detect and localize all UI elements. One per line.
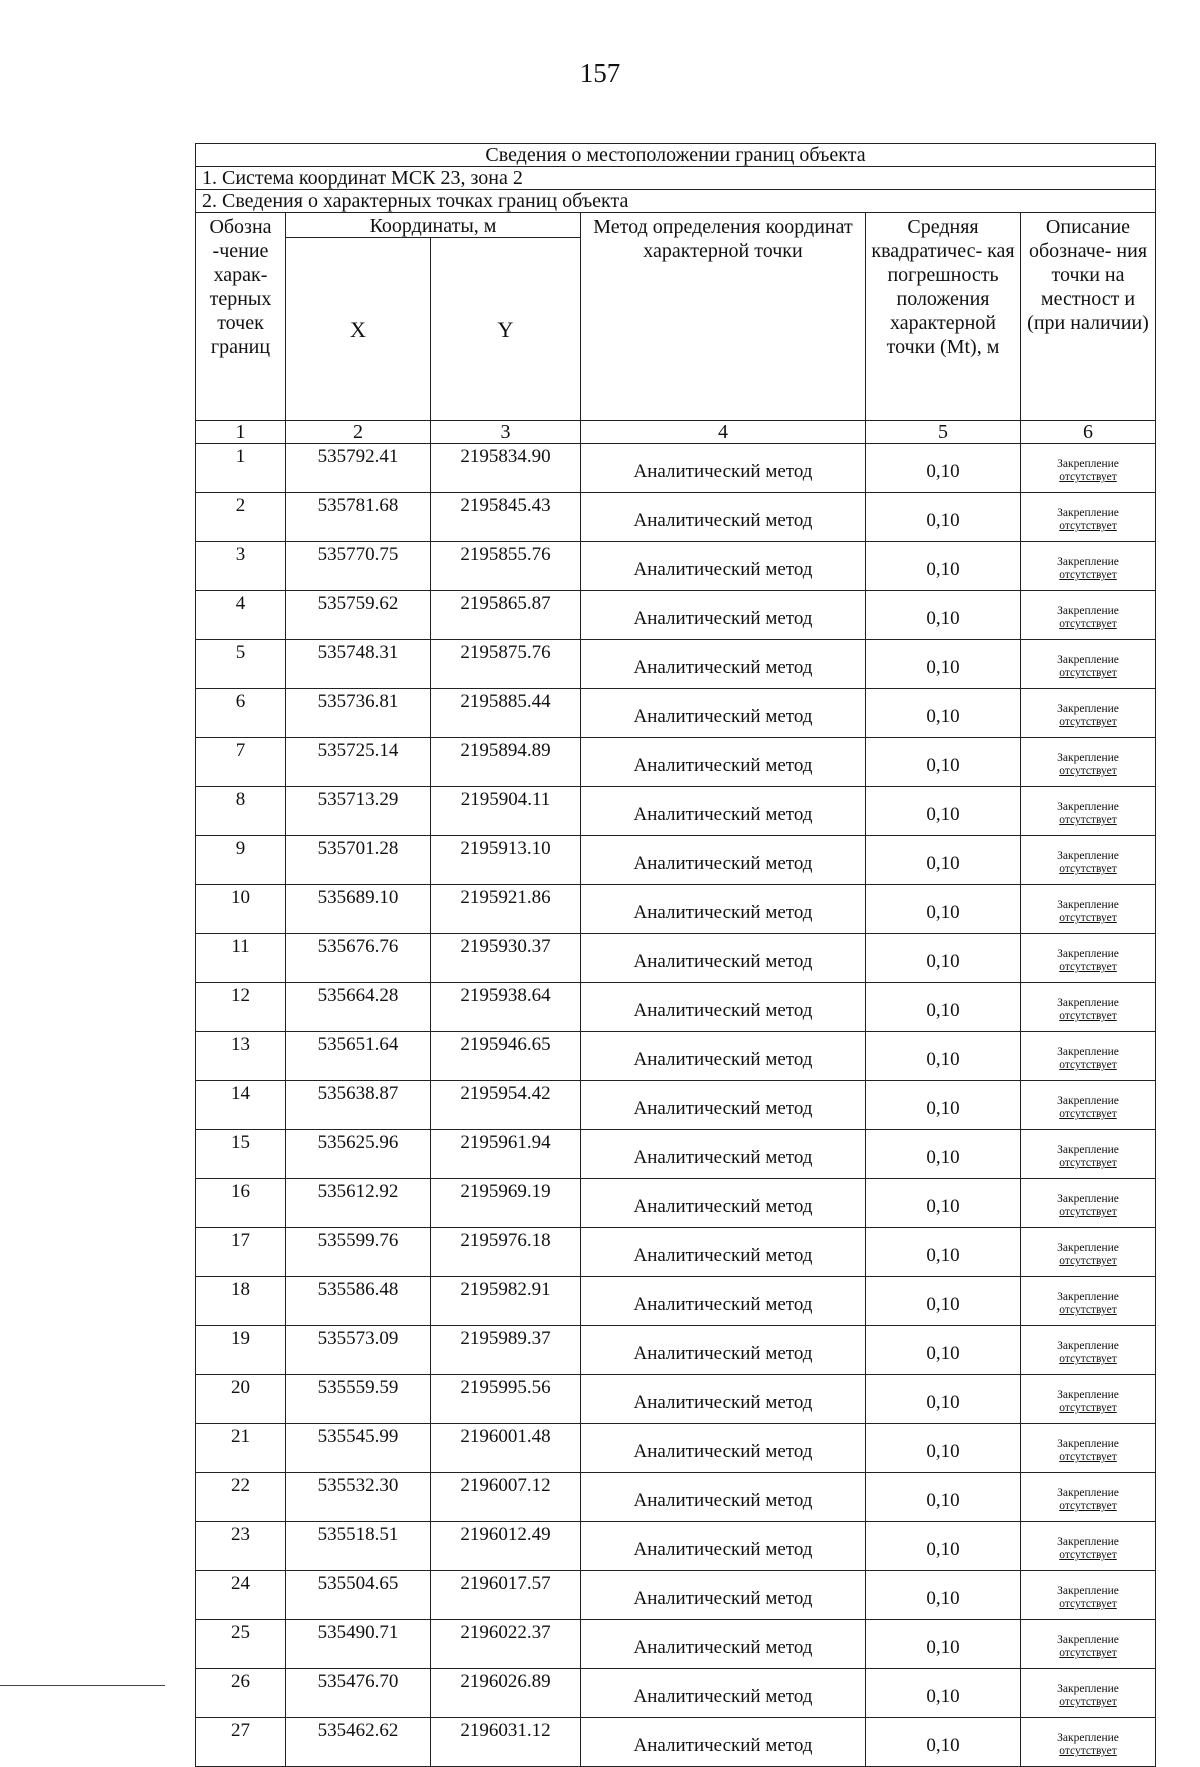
- x-coordinate-cell: 535725.14: [286, 738, 431, 787]
- description-line-1: Закрепление: [1057, 899, 1119, 911]
- x-coordinate-cell: 535462.62: [286, 1718, 431, 1767]
- description-line-2: отсутствует: [1059, 667, 1117, 679]
- description-cell: [1021, 738, 1156, 787]
- x-coordinate-cell: 535713.29: [286, 787, 431, 836]
- column-number: 6: [1021, 421, 1156, 444]
- table-row: [196, 1032, 1156, 1081]
- x-coordinate-cell: 535792.41: [286, 444, 431, 493]
- column-number: 4: [581, 421, 866, 444]
- table-row: [196, 983, 1156, 1032]
- point-id-cell: 25: [196, 1620, 286, 1669]
- method-cell: Аналитический метод: [581, 1718, 866, 1767]
- y-coordinate-cell: 2195995.56: [431, 1375, 581, 1424]
- x-coordinate-cell: 535701.28: [286, 836, 431, 885]
- point-id-cell: 11: [196, 934, 286, 983]
- point-id-cell: 15: [196, 1130, 286, 1179]
- point-id-cell: 26: [196, 1669, 286, 1718]
- table-row: [196, 934, 1156, 983]
- description-line-1: Закрепление: [1057, 752, 1119, 764]
- description-cell: [1021, 1473, 1156, 1522]
- method-cell: Аналитический метод: [581, 1620, 866, 1669]
- header-y: Y: [431, 238, 581, 421]
- y-coordinate-cell: 2195946.65: [431, 1032, 581, 1081]
- point-id-cell: 3: [196, 542, 286, 591]
- description-line-2: отсутствует: [1059, 569, 1117, 581]
- point-id-cell: 20: [196, 1375, 286, 1424]
- table-row: [196, 738, 1156, 787]
- description-line-2: отсутствует: [1059, 912, 1117, 924]
- y-coordinate-cell: 2195904.11: [431, 787, 581, 836]
- y-coordinate-cell: 2195976.18: [431, 1228, 581, 1277]
- description-line-2: отсутствует: [1059, 863, 1117, 875]
- point-id-cell: 23: [196, 1522, 286, 1571]
- description-line-2: отсутствует: [1059, 814, 1117, 826]
- description-cell: [1021, 542, 1156, 591]
- table-row: [196, 1277, 1156, 1326]
- y-coordinate-cell: 2195938.64: [431, 983, 581, 1032]
- description-line-1: Закрепление: [1057, 1634, 1119, 1646]
- accuracy-cell: 0,10: [866, 1179, 1021, 1228]
- y-coordinate-cell: 2195921.86: [431, 885, 581, 934]
- table-row: [196, 1375, 1156, 1424]
- method-cell: Аналитический метод: [581, 1130, 866, 1179]
- y-coordinate-cell: 2196012.49: [431, 1522, 581, 1571]
- y-coordinate-cell: 2195894.89: [431, 738, 581, 787]
- points-info-line: 2. Сведения о характерных точках границ объекта: [196, 190, 1156, 213]
- x-coordinate-cell: 535748.31: [286, 640, 431, 689]
- description-line-1: Закрепление: [1057, 654, 1119, 666]
- page-number: 157: [579, 58, 621, 88]
- boundary-points-table-container: [195, 143, 1155, 1767]
- description-line-1: Закрепление: [1057, 1536, 1119, 1548]
- description-cell: [1021, 1130, 1156, 1179]
- table-row: [196, 787, 1156, 836]
- table-row: [196, 1571, 1156, 1620]
- accuracy-cell: 0,10: [866, 836, 1021, 885]
- table-row: [196, 1522, 1156, 1571]
- y-coordinate-cell: 2195961.94: [431, 1130, 581, 1179]
- point-id-cell: 13: [196, 1032, 286, 1081]
- accuracy-cell: 0,10: [866, 983, 1021, 1032]
- y-coordinate-cell: 2196026.89: [431, 1669, 581, 1718]
- x-coordinate-cell: 535476.70: [286, 1669, 431, 1718]
- point-id-cell: 14: [196, 1081, 286, 1130]
- description-cell: [1021, 1326, 1156, 1375]
- accuracy-cell: 0,10: [866, 1277, 1021, 1326]
- description-line-2: отсутствует: [1059, 471, 1117, 483]
- x-coordinate-cell: 535736.81: [286, 689, 431, 738]
- table-title: Сведения о местоположении границ объекта: [196, 144, 1156, 167]
- y-coordinate-cell: 2195885.44: [431, 689, 581, 738]
- description-line-1: Закрепление: [1057, 1291, 1119, 1303]
- description-line-2: отсутствует: [1059, 1206, 1117, 1218]
- x-coordinate-cell: 535545.99: [286, 1424, 431, 1473]
- accuracy-cell: 0,10: [866, 1718, 1021, 1767]
- header-description: Описание обозначе- ния точки на местност и (при наличии): [1021, 213, 1156, 421]
- point-id-cell: 6: [196, 689, 286, 738]
- description-line-1: Закрепление: [1057, 703, 1119, 715]
- point-id-cell: 17: [196, 1228, 286, 1277]
- x-coordinate-cell: 535586.48: [286, 1277, 431, 1326]
- table-row: [196, 689, 1156, 738]
- description-cell: [1021, 1620, 1156, 1669]
- point-id-cell: 18: [196, 1277, 286, 1326]
- table-row: [196, 1424, 1156, 1473]
- method-cell: Аналитический метод: [581, 836, 866, 885]
- description-line-1: Закрепление: [1057, 997, 1119, 1009]
- accuracy-cell: 0,10: [866, 1620, 1021, 1669]
- accuracy-cell: 0,10: [866, 1571, 1021, 1620]
- method-cell: Аналитический метод: [581, 542, 866, 591]
- x-coordinate-cell: 535490.71: [286, 1620, 431, 1669]
- method-cell: Аналитический метод: [581, 1669, 866, 1718]
- method-cell: Аналитический метод: [581, 1179, 866, 1228]
- column-numbers-row: [196, 421, 1156, 444]
- y-coordinate-cell: 2196022.37: [431, 1620, 581, 1669]
- accuracy-cell: 0,10: [866, 885, 1021, 934]
- method-cell: Аналитический метод: [581, 738, 866, 787]
- boundary-points-table: [195, 143, 1156, 1767]
- description-line-1: Закрепление: [1057, 1732, 1119, 1744]
- accuracy-cell: 0,10: [866, 1228, 1021, 1277]
- description-line-2: отсутствует: [1059, 1402, 1117, 1414]
- description-line-1: Закрепление: [1057, 1046, 1119, 1058]
- method-cell: Аналитический метод: [581, 934, 866, 983]
- x-coordinate-cell: 535676.76: [286, 934, 431, 983]
- header-accuracy: Средняя квадратичес- кая погрешность положения характерной точки (Mt), м: [866, 213, 1021, 421]
- x-coordinate-cell: 535770.75: [286, 542, 431, 591]
- y-coordinate-cell: 2196017.57: [431, 1571, 581, 1620]
- description-cell: [1021, 787, 1156, 836]
- description-cell: [1021, 1228, 1156, 1277]
- bottom-scan-line: [0, 1685, 165, 1686]
- description-line-2: отсутствует: [1059, 1500, 1117, 1512]
- column-number: 3: [431, 421, 581, 444]
- method-cell: Аналитический метод: [581, 1522, 866, 1571]
- point-id-cell: 2: [196, 493, 286, 542]
- header-designation: Обозна -чение харак- терных точек границ: [196, 213, 286, 421]
- description-line-1: Закрепление: [1057, 605, 1119, 617]
- point-id-cell: 12: [196, 983, 286, 1032]
- method-cell: Аналитический метод: [581, 493, 866, 542]
- accuracy-cell: 0,10: [866, 1375, 1021, 1424]
- description-cell: [1021, 1424, 1156, 1473]
- description-cell: [1021, 1571, 1156, 1620]
- column-number: 1: [196, 421, 286, 444]
- point-id-cell: 21: [196, 1424, 286, 1473]
- point-id-cell: 24: [196, 1571, 286, 1620]
- x-coordinate-cell: 535625.96: [286, 1130, 431, 1179]
- description-line-1: Закрепление: [1057, 1585, 1119, 1597]
- description-line-1: Закрепление: [1057, 801, 1119, 813]
- description-cell: [1021, 1179, 1156, 1228]
- method-cell: Аналитический метод: [581, 640, 866, 689]
- accuracy-cell: 0,10: [866, 934, 1021, 983]
- point-id-cell: 19: [196, 1326, 286, 1375]
- description-cell: [1021, 1718, 1156, 1767]
- y-coordinate-cell: 2195845.43: [431, 493, 581, 542]
- y-coordinate-cell: 2196031.12: [431, 1718, 581, 1767]
- description-cell: [1021, 493, 1156, 542]
- method-cell: Аналитический метод: [581, 983, 866, 1032]
- description-cell: [1021, 1375, 1156, 1424]
- description-line-2: отсутствует: [1059, 1059, 1117, 1071]
- accuracy-cell: 0,10: [866, 738, 1021, 787]
- x-coordinate-cell: 535612.92: [286, 1179, 431, 1228]
- accuracy-cell: 0,10: [866, 444, 1021, 493]
- point-id-cell: 9: [196, 836, 286, 885]
- description-line-1: Закрепление: [1057, 1438, 1119, 1450]
- description-line-2: отсутствует: [1059, 1647, 1117, 1659]
- description-line-2: отсутствует: [1059, 1255, 1117, 1267]
- y-coordinate-cell: 2195875.76: [431, 640, 581, 689]
- coordinate-system-line: 1. Система координат МСК 23, зона 2: [196, 167, 1156, 190]
- description-line-2: отсутствует: [1059, 1010, 1117, 1022]
- x-coordinate-cell: 535781.68: [286, 493, 431, 542]
- method-cell: Аналитический метод: [581, 591, 866, 640]
- description-cell: [1021, 444, 1156, 493]
- method-cell: Аналитический метод: [581, 1424, 866, 1473]
- description-line-2: отсутствует: [1059, 1696, 1117, 1708]
- header-coordinates: Координаты, м: [286, 213, 581, 238]
- table-row: [196, 1620, 1156, 1669]
- description-line-1: Закрепление: [1057, 556, 1119, 568]
- point-id-cell: 10: [196, 885, 286, 934]
- header-method: Метод определения координат характерной точки: [581, 213, 866, 421]
- accuracy-cell: 0,10: [866, 1326, 1021, 1375]
- x-coordinate-cell: 535573.09: [286, 1326, 431, 1375]
- table-row: [196, 1326, 1156, 1375]
- description-cell: [1021, 689, 1156, 738]
- description-cell: [1021, 1669, 1156, 1718]
- point-id-cell: 22: [196, 1473, 286, 1522]
- description-line-1: Закрепление: [1057, 850, 1119, 862]
- header-x: X: [286, 238, 431, 421]
- method-cell: Аналитический метод: [581, 689, 866, 738]
- description-cell: [1021, 591, 1156, 640]
- table-row: [196, 493, 1156, 542]
- description-line-2: отсутствует: [1059, 520, 1117, 532]
- table-row: [196, 1669, 1156, 1718]
- y-coordinate-cell: 2196007.12: [431, 1473, 581, 1522]
- table-row: [196, 1081, 1156, 1130]
- description-cell: [1021, 836, 1156, 885]
- point-id-cell: 4: [196, 591, 286, 640]
- description-cell: [1021, 1032, 1156, 1081]
- accuracy-cell: 0,10: [866, 591, 1021, 640]
- point-id-cell: 7: [196, 738, 286, 787]
- method-cell: Аналитический метод: [581, 1375, 866, 1424]
- x-coordinate-cell: 535638.87: [286, 1081, 431, 1130]
- description-line-1: Закрепление: [1057, 507, 1119, 519]
- point-id-cell: 1: [196, 444, 286, 493]
- point-id-cell: 16: [196, 1179, 286, 1228]
- x-coordinate-cell: 535559.59: [286, 1375, 431, 1424]
- method-cell: Аналитический метод: [581, 1081, 866, 1130]
- point-id-cell: 8: [196, 787, 286, 836]
- accuracy-cell: 0,10: [866, 542, 1021, 591]
- x-coordinate-cell: 535532.30: [286, 1473, 431, 1522]
- method-cell: Аналитический метод: [581, 1571, 866, 1620]
- column-number: 2: [286, 421, 431, 444]
- description-line-2: отсутствует: [1059, 618, 1117, 630]
- accuracy-cell: 0,10: [866, 640, 1021, 689]
- accuracy-cell: 0,10: [866, 1473, 1021, 1522]
- method-cell: Аналитический метод: [581, 1473, 866, 1522]
- x-coordinate-cell: 535759.62: [286, 591, 431, 640]
- description-cell: [1021, 1081, 1156, 1130]
- accuracy-cell: 0,10: [866, 1669, 1021, 1718]
- x-coordinate-cell: 535518.51: [286, 1522, 431, 1571]
- method-cell: Аналитический метод: [581, 444, 866, 493]
- description-line-1: Закрепление: [1057, 1389, 1119, 1401]
- table-row: [196, 1473, 1156, 1522]
- x-coordinate-cell: 535689.10: [286, 885, 431, 934]
- description-line-2: отсутствует: [1059, 961, 1117, 973]
- description-line-1: Закрепление: [1057, 1193, 1119, 1205]
- description-cell: [1021, 885, 1156, 934]
- method-cell: Аналитический метод: [581, 1228, 866, 1277]
- accuracy-cell: 0,10: [866, 1130, 1021, 1179]
- description-line-1: Закрепление: [1057, 1144, 1119, 1156]
- description-line-1: Закрепление: [1057, 1095, 1119, 1107]
- accuracy-cell: 0,10: [866, 1032, 1021, 1081]
- column-number: 5: [866, 421, 1021, 444]
- description-line-1: Закрепление: [1057, 1340, 1119, 1352]
- table-row: [196, 542, 1156, 591]
- description-cell: [1021, 640, 1156, 689]
- table-row: [196, 1130, 1156, 1179]
- method-cell: Аналитический метод: [581, 1277, 866, 1326]
- table-row: [196, 1228, 1156, 1277]
- description-line-2: отсутствует: [1059, 1598, 1117, 1610]
- table-row: [196, 1179, 1156, 1228]
- description-cell: [1021, 1522, 1156, 1571]
- description-line-1: Закрепление: [1057, 458, 1119, 470]
- table-row: [196, 836, 1156, 885]
- x-coordinate-cell: 535664.28: [286, 983, 431, 1032]
- point-id-cell: 27: [196, 1718, 286, 1767]
- point-id-cell: 5: [196, 640, 286, 689]
- method-cell: Аналитический метод: [581, 1032, 866, 1081]
- description-line-2: отсутствует: [1059, 1745, 1117, 1757]
- y-coordinate-cell: 2196001.48: [431, 1424, 581, 1473]
- method-cell: Аналитический метод: [581, 787, 866, 836]
- x-coordinate-cell: 535599.76: [286, 1228, 431, 1277]
- description-line-2: отсутствует: [1059, 765, 1117, 777]
- table-row: [196, 640, 1156, 689]
- table-row: [196, 444, 1156, 493]
- description-cell: [1021, 1277, 1156, 1326]
- accuracy-cell: 0,10: [866, 1424, 1021, 1473]
- accuracy-cell: 0,10: [866, 787, 1021, 836]
- accuracy-cell: 0,10: [866, 689, 1021, 738]
- description-cell: [1021, 934, 1156, 983]
- method-cell: Аналитический метод: [581, 1326, 866, 1375]
- description-line-1: Закрепление: [1057, 948, 1119, 960]
- description-line-2: отсутствует: [1059, 1451, 1117, 1463]
- description-line-2: отсутствует: [1059, 1353, 1117, 1365]
- y-coordinate-cell: 2195865.87: [431, 591, 581, 640]
- accuracy-cell: 0,10: [866, 493, 1021, 542]
- y-coordinate-cell: 2195913.10: [431, 836, 581, 885]
- description-line-1: Закрепление: [1057, 1683, 1119, 1695]
- description-line-2: отсутствует: [1059, 1157, 1117, 1169]
- accuracy-cell: 0,10: [866, 1081, 1021, 1130]
- table-row: [196, 591, 1156, 640]
- table-row: [196, 1718, 1156, 1767]
- y-coordinate-cell: 2195855.76: [431, 542, 581, 591]
- y-coordinate-cell: 2195989.37: [431, 1326, 581, 1375]
- description-line-2: отсутствует: [1059, 1549, 1117, 1561]
- y-coordinate-cell: 2195930.37: [431, 934, 581, 983]
- y-coordinate-cell: 2195982.91: [431, 1277, 581, 1326]
- y-coordinate-cell: 2195954.42: [431, 1081, 581, 1130]
- y-coordinate-cell: 2195969.19: [431, 1179, 581, 1228]
- y-coordinate-cell: 2195834.90: [431, 444, 581, 493]
- method-cell: Аналитический метод: [581, 885, 866, 934]
- table-row: [196, 885, 1156, 934]
- description-line-2: отсутствует: [1059, 1304, 1117, 1316]
- description-line-2: отсутствует: [1059, 716, 1117, 728]
- description-line-1: Закрепление: [1057, 1242, 1119, 1254]
- accuracy-cell: 0,10: [866, 1522, 1021, 1571]
- description-line-2: отсутствует: [1059, 1108, 1117, 1120]
- description-cell: [1021, 983, 1156, 1032]
- x-coordinate-cell: 535504.65: [286, 1571, 431, 1620]
- x-coordinate-cell: 535651.64: [286, 1032, 431, 1081]
- description-line-1: Закрепление: [1057, 1487, 1119, 1499]
